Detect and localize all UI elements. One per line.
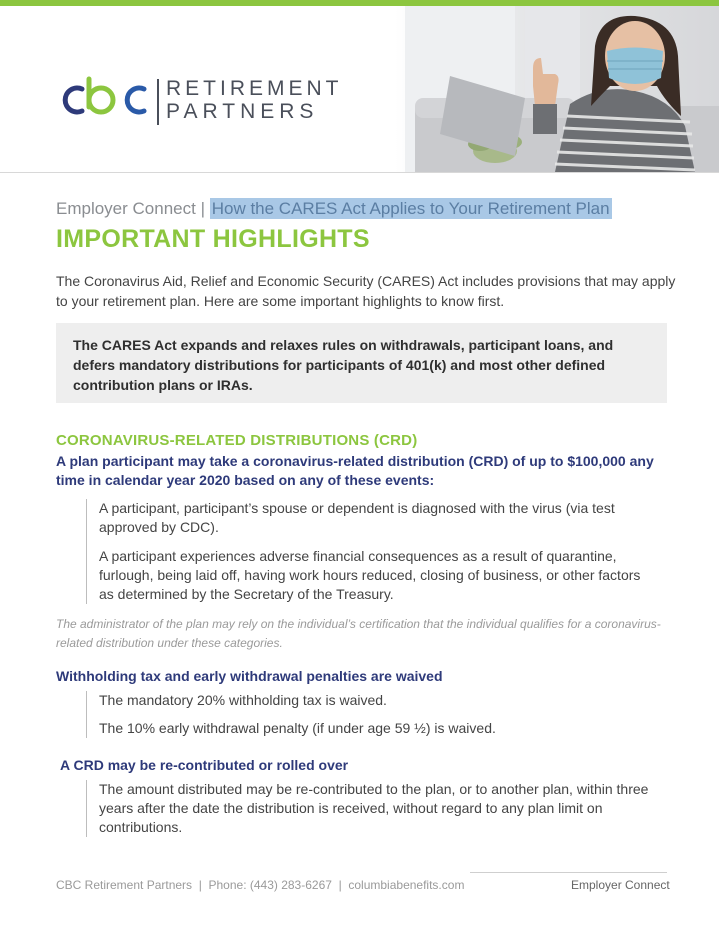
logo-wordmark — [166, 77, 343, 123]
page-header — [0, 6, 719, 172]
header-photo — [395, 6, 719, 172]
header-divider — [0, 172, 719, 173]
crd-bullet-2: A participant experiences adverse financial consequences as a result of quarantine, furlough, being laid off, having work hours reduced, closing of business, or other factors as determined by the Secretary of the Treasury. — [99, 548, 641, 602]
footer-series-name: Employer Connect — [571, 878, 670, 892]
callout-box — [56, 323, 667, 403]
cbc-logo-mark — [56, 73, 152, 125]
withholding-bullet-1: The mandatory 20% withholding tax is waived. — [99, 692, 387, 708]
callout-text: The CARES Act expands and relaxes rules on withdrawals, participant loans, and defers mandatory distributions for participants of 401(k) and most other defined contribution plans or IRAs. — [73, 337, 614, 393]
recontribute-bullet-1: The amount distributed may be re-contributed to the plan, or to another plan, within three years after the date the distribution is received, without regard to any plan limit on contributions. — [99, 781, 649, 835]
kicker-highlighted-text[interactable]: How the CARES Act Applies to Your Retirement Plan — [211, 199, 610, 218]
footer-divider — [470, 872, 667, 873]
intro-paragraph: The Coronavirus Aid, Relief and Economic Security (CARES) Act includes provisions that may apply to your retirement plan. Here are some important highlights to know first. — [56, 273, 676, 309]
footer-contact: CBC Retirement Partners | Phone: (443) 283-6267 | columbiabenefits.com — [56, 878, 465, 892]
header-photo-illustration — [395, 6, 719, 172]
crd-bullet-list — [86, 499, 659, 604]
crd-bullet-1: A participant, participant’s spouse or dependent is diagnosed with the virus (via test approved by CDC). — [99, 500, 615, 535]
company-logo — [56, 73, 346, 133]
logo-line-1: RETIREMENT — [166, 77, 343, 100]
withholding-bullet-2: The 10% early withdrawal penalty (if under age 59 ½) is waived. — [99, 720, 496, 736]
document-kicker — [56, 199, 612, 219]
withholding-bullet-list — [86, 691, 659, 738]
recontribute-bullet-list — [86, 780, 659, 837]
kicker-prefix: Employer Connect | — [56, 199, 210, 218]
crd-subheading: A plan participant may take a coronavirus-related distribution (CRD) of up to $100,000 any time in calendar year 2020 based on any of these events: — [56, 453, 654, 488]
logo-divider — [157, 79, 159, 125]
crd-italic-note: The administrator of the plan may rely on the individual’s certification that the individual qualifies for a coronavirus-related distribution under these categories. — [56, 617, 661, 650]
crd-heading: CORONAVIRUS-RELATED DISTRIBUTIONS (CRD) — [56, 432, 418, 449]
recontribute-heading: A CRD may be re-contributed or rolled over — [60, 757, 349, 773]
logo-line-2: PARTNERS — [166, 100, 319, 123]
page-title: IMPORTANT HIGHLIGHTS — [56, 225, 370, 253]
withholding-heading: Withholding tax and early withdrawal penalties are waived — [56, 668, 443, 684]
